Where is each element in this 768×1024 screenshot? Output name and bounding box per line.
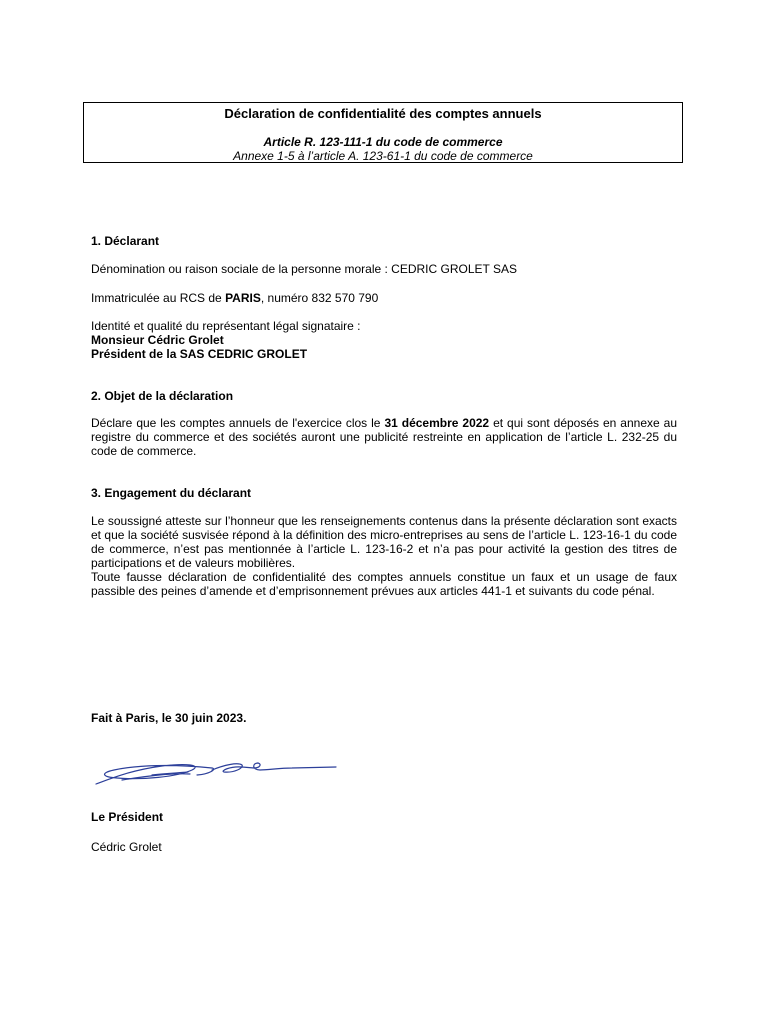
commitment-paragraph: [91, 514, 677, 598]
commitment-text-1: Le soussigné atteste sur l’honneur que les renseignements contenus dans la présente déclaration sont exacts et que la société susvisée répond à la définition des micro-entreprises au sens de l’article L. 123-16-1 du code de commerce, n’est pas mentionnée à l’article L. 123-16-2 et n’a pas pour activité la gestion des titres de participations et de valeurs mobilières.: [91, 514, 677, 570]
rcs-suffix: , numéro 832 570 790: [260, 291, 379, 305]
commitment-text-2: Toute fausse déclaration de confidentialité des comptes annuels constitue un faux et un usage de faux passible des peines d’amende et d’emprisonnement prévues aux articles 441-1 et suivants du code pénal.: [91, 570, 677, 598]
section-heading-commitment: 3. Engagement du déclarant: [91, 486, 252, 500]
representative-name: Monsieur Cédric Grolet: [91, 333, 224, 347]
rcs-prefix: Immatriculée au RCS de: [91, 291, 226, 305]
article-reference: Article R. 123-111-1 du code de commerce: [263, 135, 503, 149]
rcs-city: PARIS: [225, 291, 261, 305]
signer-role: Le Président: [91, 810, 164, 824]
section-heading-declarant: 1. Déclarant: [91, 234, 160, 248]
object-text-after: et qui sont déposés en annexe au registre du commerce et des sociétés auront une publicité restreinte en application de l’article L. 232-25 du code de commerce.: [91, 416, 677, 458]
document-title: Déclaration de confidentialité des comptes annuels: [224, 106, 542, 121]
closing-date: 31 décembre 2022: [384, 416, 490, 430]
annex-reference: Annexe 1-5 à l’article A. 123-61-1 du code de commerce: [233, 149, 533, 163]
representative-title: Président de la SAS CEDRIC GROLET: [91, 347, 308, 361]
handwritten-signature: [92, 756, 340, 792]
object-text-before: Déclare que les comptes annuels de l'exercice clos le: [91, 416, 385, 430]
object-paragraph: [91, 416, 677, 458]
rcs-line: [91, 291, 378, 305]
place-and-date: Fait à Paris, le 30 juin 2023.: [91, 711, 247, 725]
identity-label: Identité et qualité du représentant légal signataire :: [91, 319, 361, 333]
section-heading-object: 2. Objet de la déclaration: [91, 389, 234, 403]
signer-name: Cédric Grolet: [91, 840, 162, 854]
header-box: [83, 102, 683, 163]
denomination-line: Dénomination ou raison sociale de la personne morale : CEDRIC GROLET SAS: [91, 262, 517, 276]
